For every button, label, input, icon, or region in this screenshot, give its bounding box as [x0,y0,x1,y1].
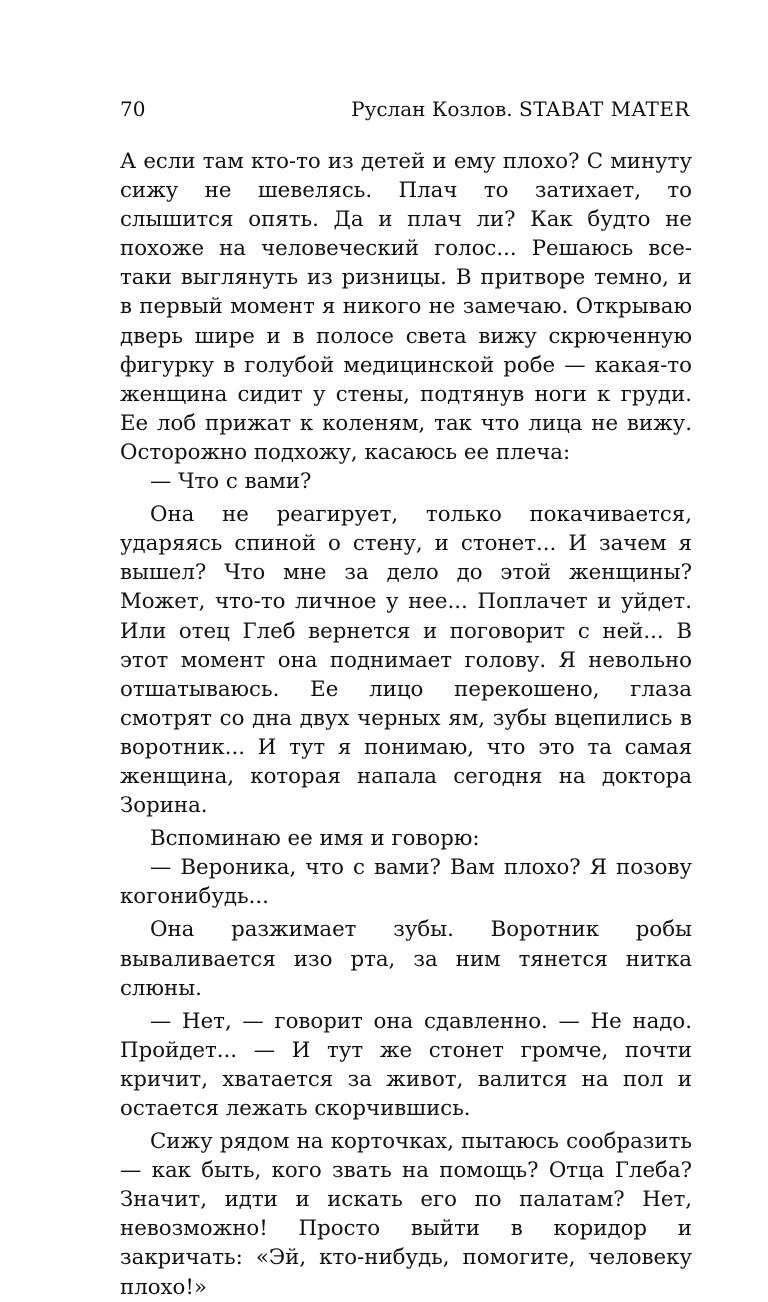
running-head [120,96,690,122]
page-number: 70 [120,97,146,121]
running-title [351,96,690,122]
paragraph: — Что с вами? [150,469,312,495]
paragraph: — Вероника, что с вами? Вам плохо? Я позову когонибудь... [120,855,692,910]
paragraph: — Нет, — говорит она сдавленно. — Не надо. Пройдет... — И тут же стонет громче, почти кричит, хватается за живот, валится на пол и остается лежать скорчившись. [120,1008,692,1121]
paragraph: Сижу рядом на корточках, пытаюсь сообразить — как быть, кого звать на помощь? Отца Глеба? Значит, идти и искать его по палатам? Нет, невозможно! Просто выйти в коридор и закричать: «Эй, кто-нибудь, помогите, человеку плохо!» [120,1129,692,1300]
paragraph: А если там кто-то из детей и ему плохо? С минуту сижу не шевелясь. Плач то затихает, то слышится опять. Да и плач ли? Как будто не похоже на человеческий голос... Решаюсь все-таки выглянуть из ризницы. В притворе темно, и в первый момент я никого не замечаю. Открываю дверь шире и в полосе света вижу скрюченную фигурку в голубой медицинской робе — какая-то женщина сидит у стены, подтянув ноги к груди. Ее лоб прижат к коленям, так что лица не вижу. Осторожно подхожу, касаюсь ее плеча: [120,149,692,465]
author-name: Руслан Козлов. [351,97,513,121]
paragraph: Она разжимает зубы. Воротник робы вываливается изо рта, за ним тянется нитка слюны. [120,917,692,1001]
paragraph: Вспоминаю ее имя и говорю: [150,826,480,852]
book-title: STABAT MATER [519,97,690,121]
paragraph: Она не реагирует, только покачивается, ударяясь спиной о стену, и стонет... И зачем я вышел? Что мне за дело до этой женщины? Может, что-то личное у нее... Поплачет и уйдет. Или отец Глеб вернется и поговорит с ней... В этот момент она поднимает голову. Я невольно отшатываюсь. Ее лицо перекошено, глаза смотрят со дна двух черных ям, зубы вцепились в воротник... И тут я понимаю, что это та самая женщина, которая напала сегодня на доктора Зорина. [120,502,692,819]
body-text [120,147,692,1302]
